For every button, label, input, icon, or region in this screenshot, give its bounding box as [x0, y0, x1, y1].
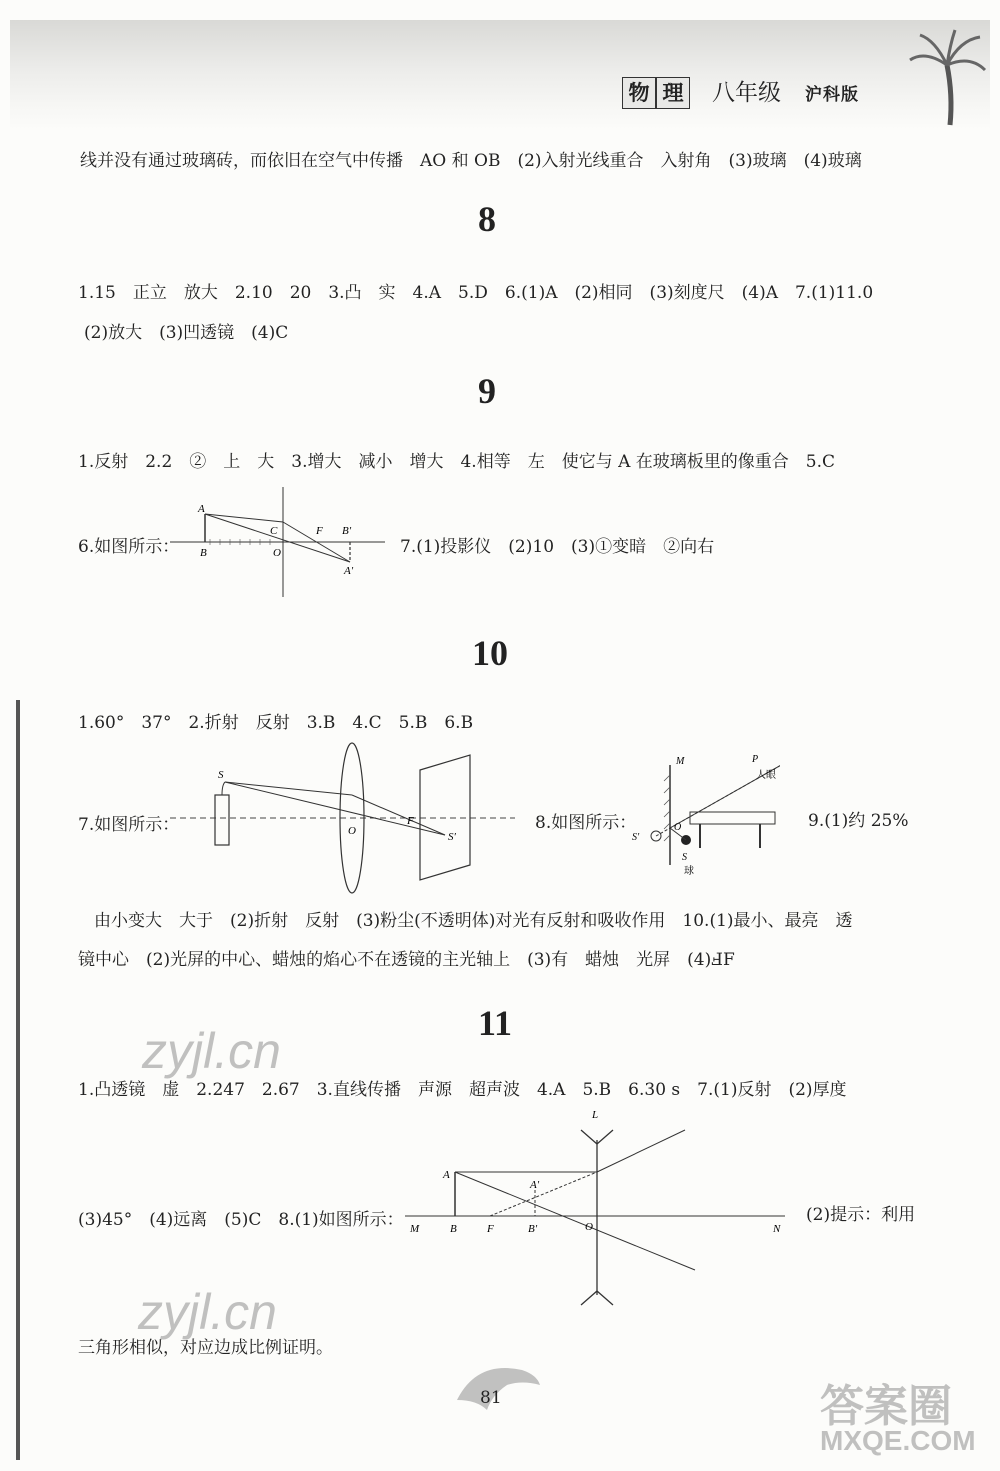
s10-line3: 由小变大 大于 (2)折射 反射 (3)粉尘(不透明体)对光有反射和吸收作用 10.(1)最小、最亮 透 [94, 911, 853, 931]
s10-fig7-Sp: S′ [448, 831, 456, 843]
subject-box-1: 物 [622, 77, 656, 109]
edition-label: 沪科版 [805, 85, 859, 105]
s9-fig-Ap: A′ [344, 565, 354, 577]
s9-fig-Bp: B′ [342, 525, 352, 537]
s8-line1: 1.15 正立 放大 2.10 20 3.凸 实 4.A 5.D 6.(1)A (2)相同 (3)刻度尺 (4)A 7.(1)11.0 [78, 283, 874, 303]
s9-q6-label: 6.如图所示： [78, 537, 180, 557]
s11-line1: 1.凸透镜 虚 2.247 2.67 3.直线传播 声源 超声波 4.A 5.B 6.30 s 7.(1)反射 (2)厚度 [78, 1080, 847, 1100]
s11-left-text: (3)45° (4)远离 (5)C 8.(1)如图所示： [78, 1210, 404, 1230]
s10-fig8-S: S [682, 852, 687, 863]
intro-line: 线并没有通过玻璃砖，而依旧在空气中传播 AO 和 OB (2)入射光线重合 入射角 (3)玻璃 (4)玻璃 [80, 151, 862, 171]
s11-fig-N: N [773, 1223, 781, 1235]
section-8-number: 8 [478, 199, 496, 239]
s11-fig-Ap: A′ [530, 1179, 540, 1191]
header-banner [10, 20, 990, 130]
s9-line1: 1.反射 2.2 ② 上 大 3.增大 减小 增大 4.相等 左 使它与 A 在玻璃板里的像重合 5.C [78, 452, 836, 472]
s10-q8-label: 8.如图所示： [535, 813, 637, 833]
s9-fig-A: A [198, 503, 205, 515]
s11-fig-F: F [487, 1223, 494, 1235]
s11-fig-B: B [450, 1223, 457, 1235]
s9-fig-C: C [270, 525, 278, 537]
s11-lens-diagram [405, 1110, 790, 1310]
s10-fig8-M: M [676, 756, 685, 767]
palm-tree-icon [905, 25, 990, 130]
s9-fig-O: O [273, 547, 281, 559]
subject-box-2: 理 [656, 77, 690, 109]
section-11-number: 11 [478, 1003, 513, 1043]
watermark-1: zyjl.cn [142, 1023, 281, 1079]
s9-fig-B: B [200, 547, 207, 559]
s10-fig8-ball: 球 [684, 866, 694, 877]
s11-fig-L: L [592, 1110, 599, 1121]
s10-q9: 9.(1)约 25% [808, 811, 909, 831]
s10-fig7-O: O [348, 825, 356, 837]
s9-q7: 7.(1)投影仪 (2)10 (3)①变暗 ②向右 [400, 537, 715, 557]
grade-label: 八年级 [712, 80, 781, 106]
s11-fig-Bp: B′ [528, 1223, 538, 1235]
s9-fig-F: F [316, 525, 323, 537]
watermark-4: 答案圈 [820, 1382, 952, 1431]
s10-fig8-diagram [630, 750, 780, 880]
s10-fig8-O: O [674, 822, 682, 833]
watermark-3: MXQE.COM [820, 1425, 976, 1456]
s10-line1: 1.60° 37° 2.折射 反射 3.B 4.C 5.B 6.B [78, 713, 474, 733]
s11-fig-O: O [585, 1221, 593, 1233]
s10-fig7-S: S [218, 769, 224, 781]
s10-line4: 镜中心 (2)光屏的中心、蜡烛的焰心不在透镜的主光轴上 (3)有 蜡烛 光屏 (4)ℲF [78, 950, 735, 970]
s11-line-end: 三角形相似，对应边成比例证明。 [78, 1338, 333, 1358]
s8-line2: (2)放大 (3)凹透镜 (4)C [84, 323, 289, 343]
s11-fig-M: M [410, 1223, 420, 1235]
s10-fig7-diagram [170, 740, 520, 895]
left-margin-bar [16, 700, 20, 1460]
s9-lens-diagram [170, 482, 390, 602]
page-number: 81 [480, 1388, 502, 1408]
s11-fig-A: A [443, 1169, 450, 1181]
s10-fig8-eye: 人眼 [756, 770, 776, 781]
s10-fig7-F: F [407, 815, 414, 827]
s11-right-text: (2)提示：利用 [806, 1205, 916, 1225]
s10-fig8-Sp: S′ [632, 832, 640, 843]
watermark-2: zyjl.cn [138, 1284, 277, 1340]
section-9-number: 9 [478, 371, 496, 411]
s10-q7-label: 7.如图所示： [78, 815, 180, 835]
section-10-number: 10 [472, 633, 508, 673]
s10-fig8-P: P [752, 754, 759, 765]
